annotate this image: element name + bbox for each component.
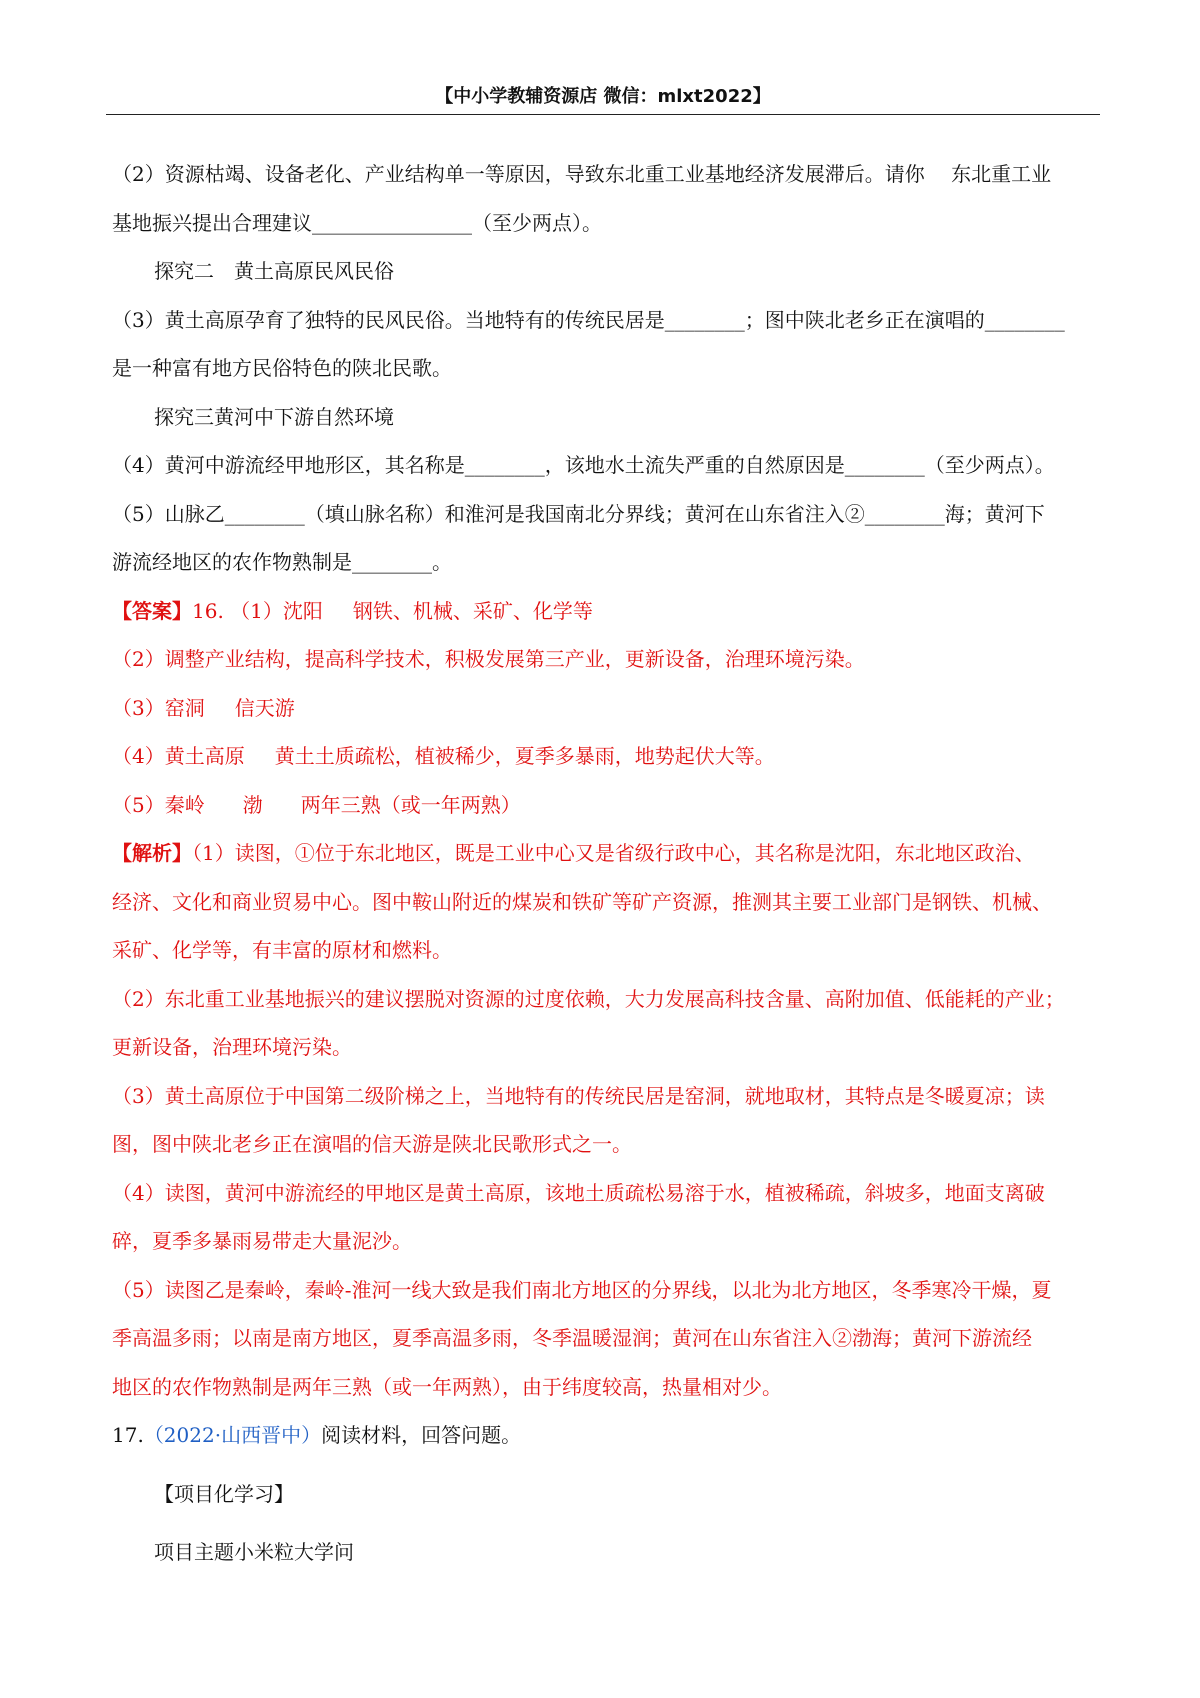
answer-5-rest: 两年三熟（或一年两熟） bbox=[300, 792, 521, 817]
answer-number: 16. bbox=[192, 598, 224, 623]
question-17-number: 17. bbox=[112, 1423, 144, 1447]
question-17-source: （2022·山西晋中） bbox=[143, 1423, 322, 1447]
question-3-line-1: （3）黄土高原孕育了独特的民风民俗。当地特有的传统民居是________；图中陕北老乡正在演唱的________ bbox=[112, 307, 1065, 332]
analysis-line-12: 地区的农作物熟制是两年三熟（或一年两熟），由于纬度较高，热量相对少。 bbox=[112, 1374, 782, 1399]
question-5-line-2: 游流经地区的农作物熟制是________。 bbox=[112, 550, 452, 574]
answer-tag: 【答案】 bbox=[112, 598, 192, 623]
answer-line-2: （2）调整产业结构，提高科学技术，积极发展第三产业，更新设备，治理环境污染。 bbox=[112, 647, 865, 671]
answer-3-rest: 信天游 bbox=[234, 695, 295, 720]
header-divider bbox=[106, 114, 1100, 115]
analysis-line-3: 采矿、化学等，有丰富的原材和燃料。 bbox=[112, 938, 452, 962]
answer-4-rest: 黄土土质疏松，植被稀少，夏季多暴雨，地势起伏大等。 bbox=[274, 744, 775, 768]
question-5-line-1: （5）山脉乙________（填山脉名称）和淮河是我国南北分界线；黄河在山东省注入②________海；黄河下 bbox=[112, 501, 1045, 526]
answer-1-part: （1）沈阳 bbox=[230, 598, 323, 623]
analysis-line-6: （3）黄土高原位于中国第二级阶梯之上，当地特有的传统民居是窑洞，就地取材，其特点是冬暖夏凉；读 bbox=[112, 1083, 1045, 1108]
analysis-line-5: 更新设备，治理环境污染。 bbox=[112, 1035, 352, 1059]
question-4-line: （4）黄河中游流经甲地形区，其名称是________，该地水土流失严重的自然原因是________（至少两点）。 bbox=[112, 453, 1055, 477]
answer-line-5 bbox=[112, 781, 1098, 830]
question-3-line-2: 是一种富有地方民俗特色的陕北民歌。 bbox=[112, 356, 452, 380]
answer-line-4 bbox=[112, 732, 1098, 781]
analysis-line-9: 碎，夏季多暴雨易带走大量泥沙。 bbox=[112, 1229, 412, 1253]
analysis-line-11: 季高温多雨；以南是南方地区，夏季高温多雨，冬季温暖湿润；黄河在山东省注入②渤海；黄河下游流经 bbox=[112, 1326, 1032, 1350]
answer-3-part: （3）窑洞 bbox=[112, 695, 205, 720]
project-heading: 【项目化学习】 bbox=[154, 1481, 294, 1506]
question-2-line-2: 基地振兴提出合理建议________________（至少两点）。 bbox=[112, 210, 602, 235]
answer-4-part: （4）黄土高原 bbox=[112, 744, 245, 768]
question-17-text: 阅读材料，回答问题。 bbox=[321, 1423, 522, 1447]
analysis-line-2: 经济、文化和商业贸易中心。图中鞍山附近的煤炭和铁矿等矿产资源，推测其主要工业部门是钢铁、机械、 bbox=[112, 889, 1052, 914]
analysis-tag: 【解析】 bbox=[112, 841, 192, 865]
question-17-line bbox=[112, 1411, 1098, 1460]
project-theme: 项目主题小米粒大学问 bbox=[154, 1540, 354, 1564]
analysis-line-8: （4）读图，黄河中游流经的甲地区是黄土高原，该地土质疏松易溶于水，植被稀疏，斜坡多，地面支离破 bbox=[112, 1180, 1045, 1205]
question-2-line-1: （2）资源枯竭、设备老化、产业结构单一等原因，导致东北重工业基地经济发展滞后。请你 东北重工业 bbox=[112, 162, 1052, 186]
answer-line-1 bbox=[112, 587, 1098, 636]
analysis-line-10: （5）读图乙是秦岭，秦岭-淮河一线大致是我们南北方地区的分界线，以北为北方地区，冬季寒冷干燥，夏 bbox=[112, 1277, 1052, 1302]
analysis-line-4: （2）东北重工业基地振兴的建议摆脱对资源的过度依赖，大力发展高科技含量、高附加值、低能耗的产业； bbox=[112, 986, 1065, 1011]
answer-5-part: （5）秦岭 bbox=[112, 792, 205, 817]
answer-5-mid: 渤 bbox=[242, 792, 263, 817]
analysis-line-7: 图，图中陕北老乡正在演唱的信天游是陕北民歌形式之一。 bbox=[112, 1132, 632, 1156]
analysis-line-1 bbox=[112, 829, 1098, 878]
explore-2-heading: 探究二 黄土高原民风民俗 bbox=[154, 259, 394, 283]
page-header: 【中小学教辅资源店 微信：mlxt2022】 bbox=[435, 86, 771, 107]
explore-3-heading: 探究三黄河中下游自然环境 bbox=[154, 404, 394, 429]
analysis-1-text: （1）读图，①位于东北地区，既是工业中心又是省级行政中心，其名称是沈阳，东北地区政治、 bbox=[192, 841, 1035, 865]
answer-1-rest: 钢铁、机械、采矿、化学等 bbox=[352, 598, 593, 623]
document-body bbox=[112, 150, 1098, 1577]
answer-line-3 bbox=[112, 684, 1098, 733]
